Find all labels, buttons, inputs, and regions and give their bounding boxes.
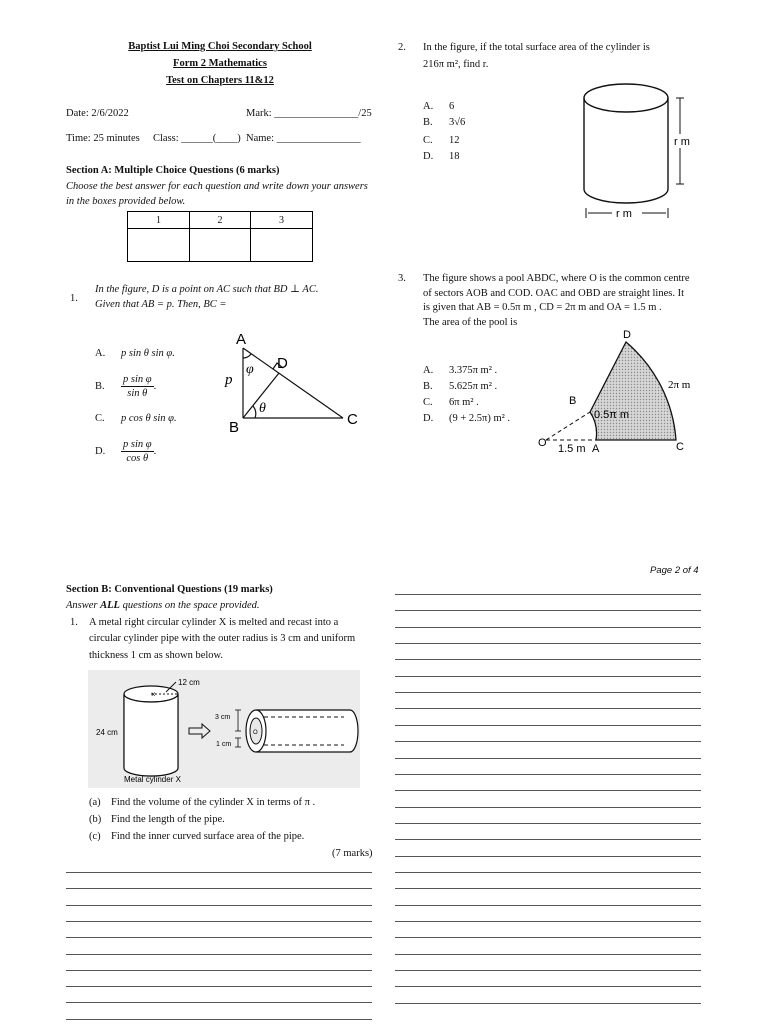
answer-line: [395, 839, 701, 840]
q2-option-c-letter: C.: [423, 135, 433, 146]
q2-option-b-letter: B.: [423, 117, 433, 128]
q1-option-d: [95, 438, 156, 465]
sb-q1-number: 1.: [70, 617, 78, 628]
q3-label-d: D: [623, 329, 631, 341]
page-number: Page 2 of 4: [650, 565, 699, 576]
section-a-instruction-1: Choose the best answer for each question and write down your answers: [66, 181, 368, 192]
q1-option-b-letter: B.: [95, 380, 105, 392]
answer-line: [395, 627, 701, 628]
q1-label-a: A: [236, 331, 247, 348]
q2-option-c-text: 12: [449, 135, 460, 146]
sb-height-label: 24 cm: [96, 728, 118, 737]
section-b-instruction: [66, 600, 260, 611]
q1-label-b: B: [229, 419, 240, 436]
q1-number: 1.: [70, 293, 78, 304]
answer-line: [66, 905, 372, 906]
q1-option-c-letter: C.: [95, 413, 105, 424]
q1-option-b-num: p sin φ: [123, 374, 152, 385]
q1-option-d-fraction: [121, 438, 154, 465]
sb-radius-label: 12 cm: [178, 678, 200, 687]
sb-q1-pipe-figure: [88, 670, 360, 788]
q3-line3: is given that AB = 0.5π m , CD = 2π m and OA = 1.5 m .: [423, 302, 662, 313]
sb-q1-part-c-label: (c): [89, 831, 101, 842]
svg-text:×: ×: [151, 690, 156, 699]
q2-option-b: [423, 117, 465, 128]
q1-label-theta: θ: [259, 401, 266, 416]
q3-option-a-letter: A.: [423, 365, 434, 376]
answer-line: [395, 676, 701, 677]
answer-line: [66, 872, 372, 873]
q2-line1: In the figure, if the total surface area of the cylinder is: [423, 42, 650, 53]
sb-q1-part-b-label: (b): [89, 814, 102, 825]
answer-line: [395, 954, 701, 955]
answer-col-1: 1: [128, 212, 190, 229]
mark-total: /25: [358, 108, 372, 119]
q2-line2: 216π m², find r.: [423, 59, 489, 70]
q1-label-c: C: [347, 411, 358, 428]
q3-option-d-text: (9 + 2.5π) m² .: [449, 413, 511, 424]
answer-col-3: 3: [251, 212, 313, 229]
q2-option-b-text: 3√6: [449, 117, 466, 128]
q3-option-d: [423, 413, 510, 424]
answer-line: [395, 643, 701, 644]
q1-label-phi: φ: [246, 362, 254, 377]
sb-q1-part-a-label: (a): [89, 797, 101, 808]
q1-option-b-den: sin θ: [127, 388, 148, 399]
answer-line: [66, 1002, 372, 1003]
sb-q1-part-b-text: Find the length of the pipe.: [111, 814, 225, 825]
sb-q1-marks: (7 marks): [332, 848, 373, 859]
school-name: Baptist Lui Ming Choi Secondary School: [128, 41, 312, 52]
section-b-instruction-post: questions on the space provided.: [119, 600, 260, 611]
sb-q1-line3: thickness 1 cm as shown below.: [89, 650, 224, 661]
q3-option-a: [423, 365, 497, 376]
section-b-instruction-bold: ALL: [100, 600, 120, 611]
answer-line: [66, 1019, 372, 1020]
q1-option-a: [95, 348, 175, 359]
q1-label-p: p: [225, 372, 233, 388]
answer-table: [127, 211, 313, 262]
sb-q1-part-b: [89, 814, 225, 825]
q3-label-b: B: [569, 395, 577, 407]
sb-q1-part-a: [89, 797, 315, 808]
answer-box-2[interactable]: [190, 229, 251, 262]
answer-line: [395, 1003, 701, 1004]
sb-caption: Metal cylinder X: [124, 775, 181, 784]
q1-triangle-figure: [215, 328, 365, 438]
answer-line: [395, 970, 701, 971]
q3-line2: of sectors AOB and COD. OAC and OBD are straight lines. It: [423, 288, 685, 299]
name-field: Name: ________________: [246, 133, 361, 144]
q2-number: 2.: [398, 42, 406, 53]
q2-cylinder-figure: [576, 76, 706, 224]
form-title: Form 2 Mathematics: [173, 58, 267, 69]
test-title: Test on Chapters 11&12: [166, 75, 274, 86]
q3-sector-figure: [534, 326, 704, 458]
q3-line4: The area of the pool is: [423, 317, 518, 328]
q1-option-b-fraction: [121, 373, 154, 400]
section-b-title: Section B: Conventional Questions (19 marks): [66, 584, 273, 595]
answer-line: [66, 937, 372, 938]
q2-option-d-text: 18: [449, 151, 460, 162]
sb-outer-label: 3 cm: [215, 714, 231, 721]
q3-option-b: [423, 381, 497, 392]
mark-label: Mark:: [246, 108, 275, 119]
q3-label-cd: 2π m: [668, 379, 691, 391]
q3-option-d-letter: D.: [423, 413, 434, 424]
q1-line1: In the figure, D is a point on AC such that BD ⊥ AC.: [95, 284, 319, 295]
answer-box-1[interactable]: [128, 229, 190, 262]
q1-option-c: [95, 413, 177, 424]
q3-option-c-text: 6π m² .: [449, 397, 479, 408]
answer-line: [66, 970, 372, 971]
answer-line: [395, 594, 701, 595]
sb-thick-label: 1 cm: [216, 741, 232, 748]
q2-option-a: [423, 101, 454, 112]
answer-line: [395, 692, 701, 693]
sb-q1-line1: A metal right circular cylinder X is melted and recast into a: [89, 617, 339, 628]
q1-option-a-letter: A.: [95, 348, 106, 359]
q2-option-a-letter: A.: [423, 101, 434, 112]
q1-option-b: [95, 373, 156, 400]
class-field: Class: ______(____): [153, 133, 241, 144]
sb-q1-line2: circular cylinder pipe with the outer radius is 3 cm and uniform: [89, 633, 356, 644]
q2-height-label: r m: [674, 136, 690, 148]
q1-option-c-text: p cos θ sin φ.: [121, 413, 177, 424]
answer-line: [395, 937, 701, 938]
q3-label-oa: 1.5 m: [558, 443, 586, 455]
answer-line: [395, 872, 701, 873]
q3-option-b-letter: B.: [423, 381, 433, 392]
q1-option-a-text: p sin θ sin φ.: [121, 348, 175, 359]
answer-line: [395, 921, 701, 922]
q2-option-d-letter: D.: [423, 151, 434, 162]
q1-option-d-letter: D.: [95, 445, 106, 457]
mark-blank: ________________: [274, 108, 359, 119]
q2-width-label: r m: [616, 208, 632, 220]
section-a-title: Section A: Multiple Choice Questions (6 marks): [66, 165, 280, 176]
answer-box-3[interactable]: [251, 229, 313, 262]
answer-line: [395, 610, 701, 611]
q1-option-b-tail: .: [153, 380, 157, 392]
q3-number: 3.: [398, 273, 406, 284]
answer-line: [395, 986, 701, 987]
answer-line: [395, 774, 701, 775]
answer-line: [395, 725, 701, 726]
sb-centre-label: O: [253, 730, 258, 736]
answer-line: [66, 986, 372, 987]
q3-option-c: [423, 397, 479, 408]
q3-label-o: O: [538, 437, 547, 449]
q3-label-c: C: [676, 441, 684, 453]
answer-line: [395, 807, 701, 808]
q3-option-b-text: 5.625π m² .: [449, 381, 498, 392]
q1-label-d: D: [277, 355, 288, 372]
answer-line: [395, 856, 701, 857]
answer-line: [66, 954, 372, 955]
q3-label-ab: 0.5π m: [594, 409, 630, 421]
q2-option-d: [423, 151, 460, 162]
answer-line: [395, 741, 701, 742]
section-b-instruction-pre: Answer: [66, 600, 101, 611]
answer-line: [66, 921, 372, 922]
section-a-instruction-2: in the boxes provided below.: [66, 196, 186, 207]
q2-option-c: [423, 135, 460, 146]
q1-line2: Given that AB = p. Then, BC =: [95, 299, 227, 310]
sb-q1-part-a-text: Find the volume of the cylinder X in terms of π .: [111, 797, 316, 808]
answer-line: [395, 888, 701, 889]
answer-line: [395, 659, 701, 660]
q3-label-a: A: [592, 443, 600, 455]
answer-line: [395, 823, 701, 824]
q1-option-d-tail: .: [153, 445, 157, 457]
q1-option-d-num: p sin φ: [123, 439, 152, 450]
q2-option-a-text: 6: [449, 101, 455, 112]
date-text: Date: 2/6/2022: [66, 108, 129, 119]
answer-line: [395, 758, 701, 759]
q3-line1: The figure shows a pool ABDC, where O is the common centre: [423, 273, 690, 284]
q3-option-a-text: 3.375π m² .: [449, 365, 498, 376]
answer-col-2: 2: [190, 212, 251, 229]
answer-line: [66, 888, 372, 889]
mark-field: [246, 108, 372, 119]
answer-line: [395, 790, 701, 791]
answer-line: [395, 708, 701, 709]
q3-option-c-letter: C.: [423, 397, 433, 408]
q1-option-d-den: cos θ: [126, 453, 149, 464]
time-text: Time: 25 minutes: [66, 133, 140, 144]
answer-line: [395, 905, 701, 906]
sb-q1-part-c: [89, 831, 304, 842]
sb-q1-part-c-text: Find the inner curved surface area of the pipe.: [111, 831, 305, 842]
